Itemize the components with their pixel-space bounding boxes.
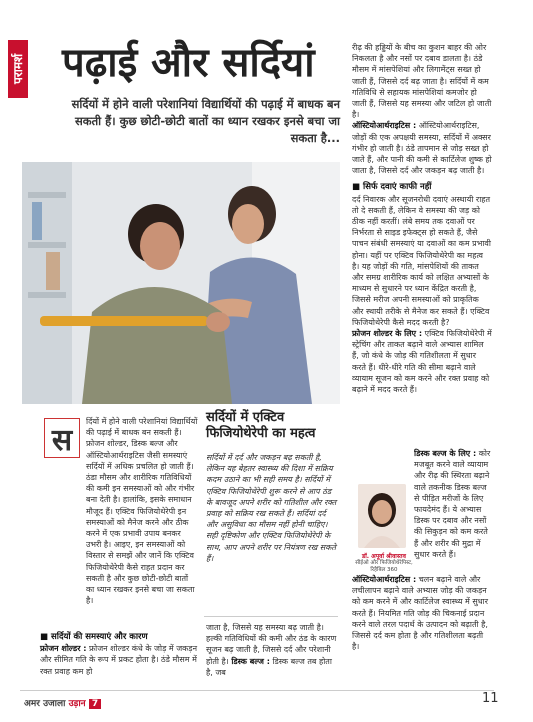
intro-text-2: मौजूद हैं। एक्टिव फिजियोथेरेपी इन समस्याओं को मैनेज करने और ठीक करने में एक प्रभावी उपाय बनकर उभरी है। आइए, इन समस्याओं को विस्तार से समझें और जानें कि एक्टिव फिजियोथेरेपी कैसे राहत प्रदान कर सकती है और कुछ छोटी-छोटी बातों का ध्यान रखकर इनसे बचा जा सकता है। xyxy=(86,506,195,606)
help-disc-label: डिस्क बल्ज के लिए : xyxy=(414,449,477,458)
help-frozen-text: एक्टिव फिजियोथेरेपी में स्ट्रेचिंग और ताकत बढ़ाने वाले अभ्यास शामिल हैं, जो कंधे के जोड़ की गतिशीलता में सुधार करते हैं। धीरे-धीरे गति की सीमा बढ़ाने वाले व्यायाम सूजन को कम करने और रक्त प्रवाह को बढ़ाने में मदद करते हैं। xyxy=(352,329,492,395)
disc-label: डिस्क बल्ज : xyxy=(231,656,270,666)
osteo-para xyxy=(352,120,492,176)
right-top-text: रीढ़ की हड्डियों के बीच का कुशन बाहर की ओर निकलता है और नसों पर दबाव डालता है। ठंडे मौसम में मांसपेशियां और लिगामेंट्स सख्त हो जाती हैं, जिससे दर्द बढ़ जाता है। सर्दियों में कम गतिविधि से सहायक मांसपेशियां कमजोर हो जाती हैं, जिससे यह समस्या और जटिल हो जाती है। xyxy=(352,43,492,120)
intro-start xyxy=(86,416,198,506)
dropcap: स xyxy=(44,418,80,458)
intro-continued xyxy=(40,506,198,618)
right-narrow-col xyxy=(414,448,492,568)
page-title: पढ़ाई और सर्दियां xyxy=(62,40,315,86)
meds-heading: ■ सिर्फ दवाएं काफी नहीं xyxy=(352,182,492,193)
problems-section xyxy=(40,626,198,677)
help-frozen-label: फ्रोजन शोल्डर के लिए : xyxy=(352,329,423,339)
help-disc-text: कोर मजबूत करने वाले व्यायाम और रीढ़ की स्थिरता बढ़ाने वाले तकनीक डिस्क बल्ज से पीड़ित मरीजों के लिए फायदेमंद हैं। ये अभ्यास डिस्क पर दबाव और नसों की सिकुड़न को कम करते हैं और शरीर की मुद्रा में सुधार करते हैं। xyxy=(414,449,491,559)
author-photo xyxy=(358,484,406,548)
osteo-label: ऑस्टियोआर्थराइटिस : xyxy=(352,121,417,131)
help-osteo-text: चलन बढ़ाने वाले और लचीलापन बढ़ाने वाले अभ्यास जोड़ की जकड़न को कम करने में और कार्टिलेज स्वास्थ्य में सुधार करते हैं। नियमित गति जोड़ की चिकनाई प्रदान करने वाले तरल पदार्थ के उत्पादन को बढ़ाती है, जिससे दर्द कम होता है और गतिशीलता बढ़ती है। xyxy=(352,575,489,652)
mid-bottom-text: जाता है, जिससे यह समस्या बढ़ जाती है। हल्की गतिविधियों की कमी और ठंड के कारण सूजन बढ़ जाती है, जिससे दर्द और परेशानी होती है। xyxy=(206,623,337,666)
meds-text: दर्द निवारक और सूजनरोधी दवाएं अस्थायी राहत तो दे सकती हैं, लेकिन वे समस्या की जड़ को ठीक नहीं करतीं। लंबे समय तक दवाओं पर निर्भरता से साइड इफेक्ट्स हो सकते हैं, जैसे पाचन संबंधी समस्याएं या दवाओं का कम प्रभावी होना। यहीं पर एक्टिव फिजियोथेरेपी का महत्व है। यह जोड़ों की गति, मांसपेशियों की ताकत और समग्र शारीरिक कार्य को लक्षित अभ्यासों के माध्यम से सुधारने पर ध्यान केंद्रित करती है, जिससे मरीज अपनी समस्याओं को प्राकृतिक और स्थायी तरीके से मैनेज कर सकते हैं। एक्टिव फिजियोथेरेपी कैसे मदद करती है? xyxy=(352,194,491,327)
footer-brand xyxy=(24,696,101,709)
right-column-bottom xyxy=(352,574,492,652)
footer-rule xyxy=(20,690,494,691)
footer-issue: 7 xyxy=(89,699,101,709)
problems-heading: ■ सर्दियों की समस्याएं और कारण xyxy=(40,632,198,643)
author-role: सीईओ और फिजियोथेरेपिस्ट, रिहैबिल 360 xyxy=(355,560,413,573)
box-text: सर्दियों में दर्द और जकड़न बढ़ सकती है, लेकिन यह बेहतर स्वास्थ्य की दिशा में सक्रिय कदम उठाने का भी सही समय है। सर्दियों में एक्टिव फिजियोथेरेपी शुरू करने से आप ठंड के बावजूद अपने शरीर को गतिशील और रक्त प्रवाह को सक्रिय रख सकते हैं। सर्दियां दर्द और असुविधा का मौसम नहीं होनी चाहिए। सही दृष्टिकोण और एक्टिव फिजियोथेरेपी के साथ, आप अपने शरीर पर नियंत्रण रख सकते हैं। xyxy=(206,453,337,563)
osteo-text: ऑस्टियोआर्थराइटिस, जोड़ों की एक अपक्षयी समस्या, सर्दियों में अक्सर गंभीर हो जाती है। ठंडे तापमान से जोड़ सख्त हो जाते हैं, और पानी की कमी से कार्टिलेज शुष्क हो जाता है, जिससे दर्द और जकड़न बढ़ जाती है। xyxy=(352,121,492,176)
help-frozen-para xyxy=(352,328,492,395)
subtitle: सर्दियों में होने वाली परेशानियां विद्यार्थियों की पढ़ाई में बाधक बन सकती हैं। कुछ छोटी-छोटी बातों का ध्यान रखकर इनसे बचा जा सकता है... xyxy=(71,97,340,145)
intro-text-cont xyxy=(40,506,198,606)
frozen-text: फ्रोजन शोल्डर कंधे के जोड़ में जकड़न और सीमित गति के रूप में प्रकट होता है। ठंडे मौसम में रक्त प्रवाह कम हो xyxy=(40,644,198,676)
section-tag: परामर्श xyxy=(8,40,28,98)
physio-photo-illustration xyxy=(22,162,340,404)
right-column-top xyxy=(352,42,492,395)
box-divider xyxy=(204,616,338,617)
page-number: 11 xyxy=(482,691,499,706)
disc-text: डिस्क बल्ज तब होता है, जब xyxy=(206,656,332,677)
main-photo xyxy=(22,162,340,404)
footer-brand-b: उड़ान xyxy=(68,699,86,709)
mid-bottom-section xyxy=(206,622,338,678)
footer-brand-a: अमर उजाला xyxy=(24,699,66,709)
box-title: सर्दियों में एक्टिव फिजियोथेरेपी का महत्व xyxy=(206,410,316,441)
frozen-para xyxy=(40,643,198,677)
author-name: डॉ. अपूर्वा श्रीवास्तव xyxy=(362,553,406,560)
help-osteo-label: ऑस्टियोआर्थराइटिस : xyxy=(352,575,417,584)
frozen-label: फ्रोजन शोल्डर : xyxy=(40,644,87,654)
intro-text: र्दियों में होने वाली परेशानियां विद्यार्थियों की पढ़ाई में बाधक बन सकती हैं। फ्रोजन शोल्डर, डिस्क बल्ज और ऑस्टियोआर्थराइटिस जैसी समस्याएं सर्दियों में अधिक प्रचलित हो जाती हैं। ठंडा मौसम और शारीरिक गतिविधियों की कमी इन समस्याओं को और गंभीर बना देती है। हालांकि, इसके समाधान xyxy=(86,417,198,505)
